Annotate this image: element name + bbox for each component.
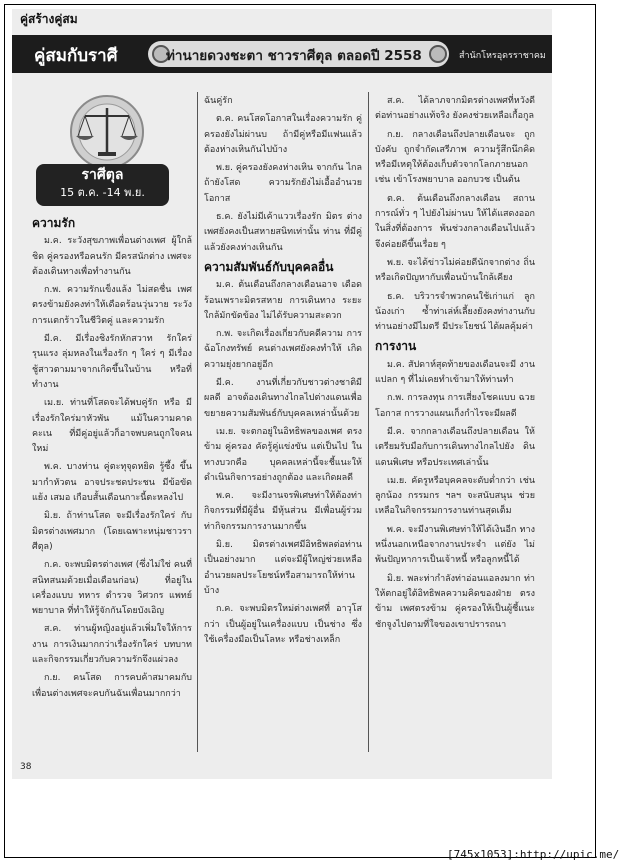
forecast-paragraph: พ.ค. จะมีงานพิเศษท่าให้ได้เงินอีก ทางหนึ่งนอกเหนือจากงานประจำ แต่ยัง ไม่พ้นปัญหาการเป็นเจ้าหนี้ หรือลูกหนี้ได้ <box>375 524 535 566</box>
zodiac-dates: 15 ต.ค. -14 พ.ย. <box>60 186 145 199</box>
forecast-paragraph: ก.พ. จะเกิดเรื่องเกี่ยวกับคดีความ การฉ้อโกงทรัพย์ คนต่างเพศยังคงทำให้ เกิดความยุ่งยากอยู่อีก <box>204 329 362 370</box>
forecast-paragraph: พ.ย. จะได้ข่าวไม่ค่อยดีนักจากต่าง ถิ่น หรือเกิดปัญหากับเพื่อนบ้านใกล้เคียง <box>375 257 535 284</box>
forecast-paragraph: มี.ค. มีเรื่องชิงรักหักสวาท รักใคร่ รุนแรง ลุ่มหลงในเรื่องรัก ๆ ใคร่ ๆ มีเรื่อง ชู้สาวตามมาจากเกิดขึ้นในบ้าน หรือที่ทำงาน <box>32 334 192 390</box>
forecast-paragraph: มี.ค. จากกลางเดือนถึงปลายเดือน ให้เตรียมรับมือกับการเดินทางไกลไปยัง ดินแดนพิเศษ หรือประเทศเล่านั้น <box>375 426 535 468</box>
forecast-paragraph: เม.ย. ท่านที่โสดจะได้พบคู่รัก หรือ มีเรื่องรักใคร่มาหัวพัน แม้ในความคาดคะเน ที่มีคู่อยู่แล้วก็อาจพบคนถูกใจคนใหม่ <box>32 398 192 455</box>
forecast-paragraph: มิ.ย. พละท่ากำลังท่าอ่อนแอลงมาก ท่าให้ตกอยู่ใต้อิทธิพลความคิดของฝ่าย ตรงข้าม เพศตรงข้าม คู่ครองให้เป็นผู้ชี้แนะ ชักจูงไปตามที่ใจของเขาปรารถนา <box>375 573 535 630</box>
forecast-paragraph: พ.ค. จะมีงานจรพิเศษท่าให้ต้องท่า กิจกรรมที่มีผู้อื่น มีหุ้นส่วน มีเพื่อนผู้ร่วม ท่ากิจกรรมการงานมากขึ้น <box>204 491 362 532</box>
column-divider <box>197 92 198 752</box>
article-subtitle: ท่านายดวงชะตา ชาวราศีตุล ตลอดปี 2558 <box>166 48 422 64</box>
subtitle-pill <box>148 41 449 67</box>
forecast-paragraph: ม.ค. สัปดาห์สุดท้ายของเดือนจะมี งานแปลก ๆ ที่ไม่เคยทำเข้ามาให้ท่านทำ <box>375 359 535 386</box>
page-number: 38 <box>20 762 32 772</box>
forecast-paragraph: มิ.ย. มิตรต่างเพศมีอิทธิพลต่อท่าน เป็นอย่างมาก แต่จะมีผู้ใหญ่ช่วยเหลือ อำนวยผลประโยชน์หรือสามารถให้ท่านบ้าง <box>204 540 362 596</box>
column-2 <box>204 94 362 651</box>
forecast-paragraph: ก.พ. ความรักแข็งแล้ง ไม่สดชื่น เพศตรงข้ามยังคงท่าให้เดือดร้อนวุ่นวาย ระวังการแตกร้าวในชีวิตคู่ และความรัก <box>32 285 192 326</box>
forecast-paragraph: ม.ค. ระวังสุขภาพเพื่อนต่างเพศ ผู้ใกล้ชิด คู่ครองหรือคนรัก มีครสนักต่าง เพศจะต้องเดินทางเพื่อทำงานกัน <box>32 236 192 277</box>
column-divider <box>368 92 369 752</box>
forecast-paragraph: มิ.ย. ถ้าท่านโสด จะมีเรื่องรักใคร่ กับมิตรต่างเพศมาก (โดยเฉพาะหนุ่มชาวราศีตุล) <box>32 511 192 552</box>
column-header-bar <box>12 35 552 73</box>
column-title: คู่สมกับราศี <box>34 46 118 66</box>
publisher-name: สำนักโหรอุดรราชาคม <box>459 51 546 61</box>
forecast-paragraph: ต.ค. ต้นเดือนถึงกลางเดือน สถาน การณ์ทั่ว ๆ ไปยังไม่ผ่านบ ให้ได้แสดงออก ในสิ่งที่ต้องการ พ้นช่วงกลางเดือนไปแล้ว จึงค่อยดีขึ้นเรื่อย ๆ <box>375 193 535 250</box>
forecast-paragraph: ส.ค. ได้ลาภจากมิตรต่างเพศที่หวังดี ต่อท่านอย่างแท้จริง ยังคงช่วยเหลือเกื้อกูล <box>375 96 535 122</box>
forecast-paragraph: ส.ค. ท่านผู้หญิงอยู่แล้วเพิ่มใจให้การ งาน การเงินมากกว่าเรื่องรักใคร่ บทบาท และกิจกรรมเกี่ยวกับความรักจึงแผ่วลง <box>32 624 192 666</box>
zodiac-badge <box>36 164 169 206</box>
zodiac-sign: ราศีตุล <box>81 167 124 183</box>
forecast-paragraph: ฉันคู่รัก <box>204 96 233 106</box>
forecast-paragraph: ม.ค. ต้นเดือนถึงกลางเดือนอาจ เดือดร้อนเพราะมิตรสหาย การเดินทาง ระยะใกล้มักขัดข้อง ไม่ได้รับความสะดวก <box>204 280 362 321</box>
forecast-paragraph: พ.ค. บางท่าน คู่ตะทุจุดหยิด รู้ซึ้ง ขึ้นมากำหัวตน อาจประชดประชน มีข้อขัดแย้ง เสมอ เกือบสั้นเดือนกาะนี้ตะหลงไป <box>32 462 192 504</box>
forecast-paragraph: พ.ย. คู่ครองยังคงห่างเหิน จากกัน ไกล ถ้ายังโสด ความรักยังไม่เอื้ออำนวย โอกาส <box>204 163 362 204</box>
forecast-paragraph: ก.ค. จะพบมิตรต่างเพศ (ซึ่งไม่ใช่ คนที่สนิทสนมด้วยเมื่อเดือนก่อน) ที่อยู่ใน เครื่องแบบ ทหาร ตำรวจ วิศวกร แพทย์ พยาบาล ที่ทำให้รู้จักกันโดยบังเอิญ <box>32 560 192 617</box>
libra-scales-icon <box>60 92 155 170</box>
section-heading-relations: ความสัมพันธ์กับบุคคลอื่น <box>204 259 334 274</box>
forecast-paragraph: เม.ย. จะตกอยู่ในอิทธิพลของเพศ ตรงข้าม คู่ครอง คัดรู้คู่แข่งขัน แต่เป็นไป ในทางบวกคือ บุคคลเหล่านี้จะชี้แนะให้ ดำเนินกิจการอย่างถูกต้อง และเกิดผลดี <box>204 426 362 483</box>
section-heading-love: ความรัก <box>32 216 76 230</box>
series-label: คู่สร้างคู่สม <box>20 12 78 26</box>
forecast-paragraph: ก.ย. คนโสด การคบค้าสมาคมกับ เพื่อนต่างเพศจะคบกันฉันเพื่อนมากกว่า <box>32 673 192 699</box>
forecast-paragraph: ก.พ. การลงทุน การเสี่ยงโชคแบบ ฉวยโอกาส การวางแผนเก็งกำไรจะมีผลดี <box>375 393 535 419</box>
forecast-paragraph: มี.ค. งานที่เกี่ยวกับชาวต่างชาติมี ผลดี อาจต้องเดินทางไกลไปต่างแดนเพื่อ ขยายความสัมพันธ์กับบุคคลเหล่านั้นด้วย <box>204 378 362 419</box>
upload-watermark: [745x1053]:http://upic.me/ <box>447 848 619 861</box>
forecast-paragraph: ธ.ค. ยังไม่มีเค้าแววเรื่องรัก มิตร ต่างเพศยังคงเป็นสหายสนิทเท่านั้น ท่าน ที่มีคู่แล้วยังคงห่างเหินกัน <box>204 212 362 253</box>
forecast-paragraph: ก.ค. จะพบมิตรใหม่ต่างเพศที่ อาวุโสกว่า เป็นผู้อยู่ในเครื่องแบบ เป็นช่าง ซึ่งใช้เครื่องมือเป็นโลหะ หรือช่างเหล็ก <box>204 604 362 645</box>
forecast-paragraph: เม.ย. คัดรูหรือบุคคลจะดับต่ำกว่า เช่น ลูกน้อง กรรมกร ฯลฯ จะสนับสนุน ช่วยเหลือในกิจกรรมการงานท่านสุดเต็ม <box>375 475 535 517</box>
forecast-paragraph: ก.ย. กลางเดือนถึงปลายเดือนจะ ถูกบังคับ ถูกจำกัดเสรีภาพ ความรู้สึกนึกคิด หรือมีเหตุให้ต้องเก็บตัวจากโลกภายนอก เช่น เข้าโรงพยาบาล ออกบวช เป็นต้น <box>375 129 535 186</box>
forecast-paragraph: ต.ค. คนโสดโอกาสในเรื่องความรัก คู่ครองยังไม่ผ่านบ ถ้ามีคู่หรือมีแฟนแล้ว ต้องห่างเหินกันไปบ้าง <box>204 114 362 155</box>
forecast-paragraph: ธ.ค. บริวารจำพวกคนใช้เก่าแก่ ลูกน้องเก่า ซ้ำท่าเล่ห์เลี้ยงยังคงท่างานกับ ท่านอย่างมีไมตรี มีประโยชน์ ได้ผลคุ้มค่า <box>375 291 535 333</box>
column-1 <box>32 212 192 705</box>
column-3 <box>375 94 535 636</box>
section-heading-work: การงาน <box>375 339 417 354</box>
globe-icon <box>429 45 447 63</box>
